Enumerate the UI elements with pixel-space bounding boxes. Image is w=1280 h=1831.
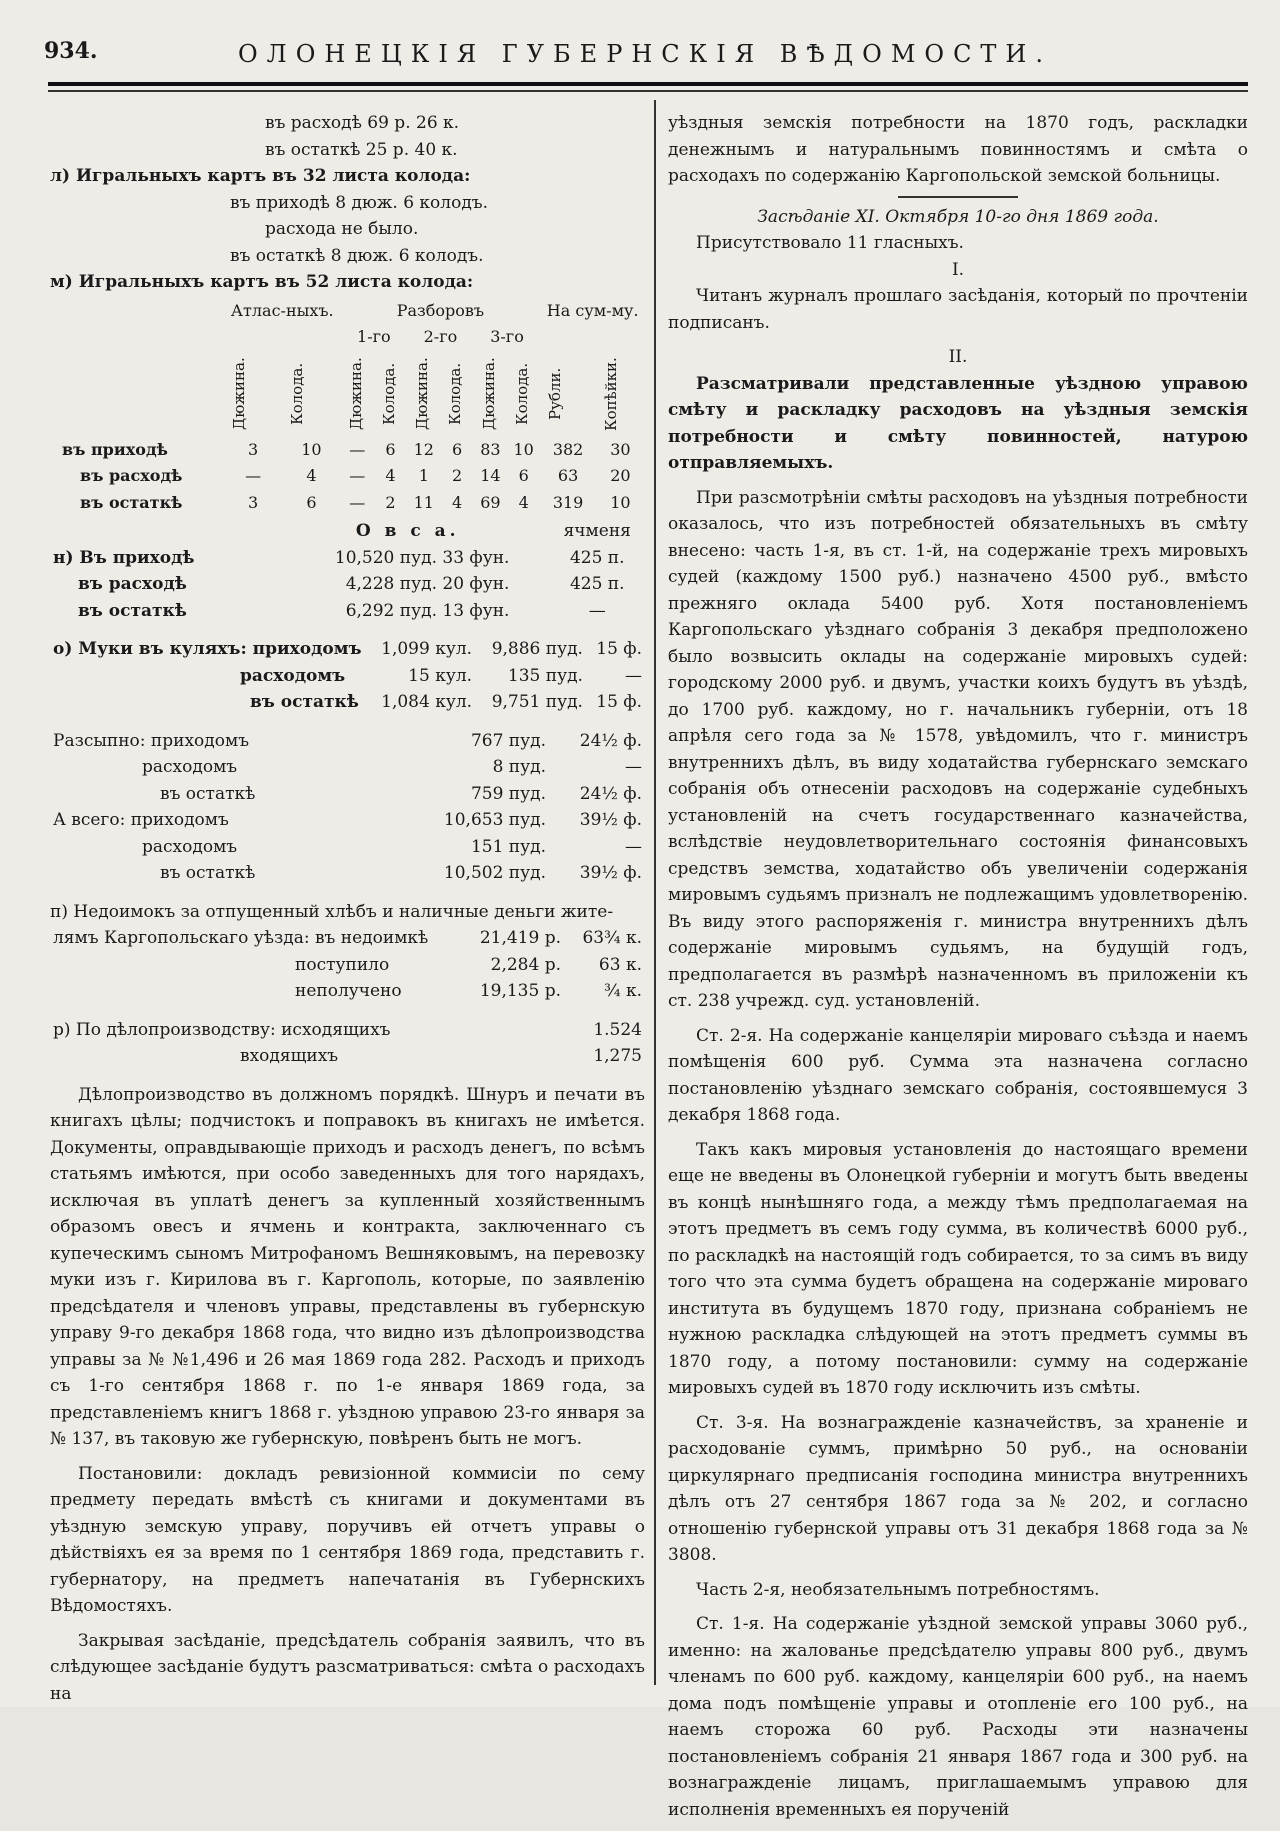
cell: 10,520 пуд. 33 фун. bbox=[334, 547, 510, 568]
cell: 63 к. bbox=[598, 954, 642, 975]
cell: — bbox=[625, 757, 642, 777]
cell: 20 bbox=[610, 466, 631, 485]
column-divider bbox=[654, 100, 656, 1685]
cell: 1,084 кул. bbox=[381, 692, 473, 712]
cell: — bbox=[349, 439, 366, 459]
cell: 1,275 bbox=[593, 1046, 642, 1066]
header-rule bbox=[48, 82, 1248, 86]
cell: 382 bbox=[552, 439, 584, 459]
cell: 8 пуд. bbox=[492, 757, 546, 777]
row-label: расходомъ bbox=[142, 836, 238, 857]
col-header: Дюжина. bbox=[479, 357, 498, 430]
cell: 425 п. bbox=[569, 574, 625, 594]
cell: 6 bbox=[306, 492, 317, 512]
cell: 759 пуд. bbox=[470, 783, 546, 804]
table-row bbox=[50, 807, 645, 834]
cell: 6,292 пуд. 13 фун. bbox=[345, 600, 510, 621]
row-label: расходомъ bbox=[240, 665, 346, 686]
cell: 83 bbox=[480, 439, 501, 459]
col-header: Дюжина. bbox=[413, 357, 432, 430]
cell: 10 bbox=[513, 439, 534, 459]
cell: 63 bbox=[557, 466, 579, 485]
session-heading: Засѣданіе XI. Октября 10-го дня 1869 года. bbox=[757, 206, 1159, 227]
row-label: въ остаткѣ bbox=[78, 600, 187, 621]
table-row bbox=[50, 689, 645, 716]
section-number: I. bbox=[951, 259, 965, 280]
col-header: Дюжина. bbox=[346, 357, 365, 430]
paragraph: Разсматривали представленные уѣздною управою смѣту и раскладку расходовъ на уѣздныя земскія потребности и смѣту повинностей, натурою отправляемыхъ. bbox=[668, 373, 1248, 473]
table-row bbox=[50, 1017, 645, 1044]
records-table bbox=[50, 1017, 645, 1070]
col-header: Дюжина. bbox=[230, 357, 248, 430]
cell: 15 кул. bbox=[408, 665, 473, 686]
row-label: А всего: приходомъ bbox=[53, 810, 229, 830]
paragraph: Часть 2-я, необязательнымъ потребностямъ. bbox=[696, 1579, 1100, 1600]
paragraph: Закрывая засѣданіе, предсѣдатель собранія заявилъ, что въ слѣдующее засѣданіе будутъ разсматриваться: смѣта о расходахъ на bbox=[50, 1630, 645, 1704]
cell: 1,099 кул. bbox=[381, 639, 473, 659]
table-row bbox=[50, 781, 645, 808]
row-label: лямъ Каргопольскаго уѣзда: въ недоимкѣ bbox=[53, 928, 429, 948]
cell: 2 bbox=[385, 492, 396, 512]
cell: 63¾ к. bbox=[582, 928, 642, 948]
table-row bbox=[50, 545, 645, 572]
cell: 6 bbox=[518, 466, 529, 485]
cell: 767 пуд. bbox=[470, 730, 546, 751]
paragraph: уѣздныя земскія потребности на 1870 годъ, раскладки денежнымъ и натуральнымъ повинностямъ и смѣта о расходахъ по содержанію Каргопольской земской больницы. bbox=[668, 113, 1248, 186]
cell: 3 bbox=[248, 492, 259, 512]
oats-table bbox=[50, 518, 645, 624]
cell: 19,135 р. bbox=[479, 981, 561, 1001]
cell: — bbox=[625, 665, 642, 686]
cell: 15 ф. bbox=[596, 639, 642, 659]
cell: 151 пуд. bbox=[470, 836, 546, 857]
table-row bbox=[50, 754, 645, 781]
row-label: поступило bbox=[295, 954, 390, 975]
col-group-header: На сум-му. bbox=[546, 300, 639, 320]
cell: 10,653 пуд. bbox=[443, 810, 546, 830]
row-label: въ остаткѣ bbox=[80, 492, 183, 512]
table-row bbox=[50, 437, 645, 464]
text-line: въ остаткѣ 25 р. 40 к. bbox=[265, 139, 458, 160]
row-label: въ расходѣ bbox=[78, 574, 187, 594]
text-line: расхода не было. bbox=[265, 219, 419, 239]
attendance-line: Присутствовало 11 гласныхъ. bbox=[696, 233, 964, 253]
flour-table bbox=[50, 636, 645, 716]
cell: 9,751 пуд. bbox=[491, 692, 583, 712]
cell: 39½ ф. bbox=[579, 810, 642, 830]
cell: 4 bbox=[518, 492, 529, 512]
section-number: II. bbox=[948, 347, 968, 367]
col-header: Колода. bbox=[288, 362, 307, 425]
table-row bbox=[50, 925, 645, 952]
cell: 319 bbox=[552, 492, 584, 512]
paragraph: Такъ какъ мировыя установленія до настоящаго времени еще не введены въ Олонецкой губерніи и могутъ быть введены въ концѣ нынѣшняго года, а между тѣмъ предполагаемая на этотъ предметъ въ семъ году сумма, въ количествѣ 6000 руб., по раскладкѣ на настоящій годъ собирается, то за симъ въ виду того что эта сумма будетъ обращена на содержаніе мироваго института въ будущемъ 1870 году, признана собраніемъ не нужною раскладка слѣдующей на этотъ предметъ суммы въ 1870 году, а потому постановили: сумму на содержаніе мировыхъ судей въ 1870 году исключить изъ смѣты. bbox=[668, 1139, 1248, 1398]
row-label: въ остаткѣ bbox=[160, 783, 256, 804]
cell: 11 bbox=[413, 492, 434, 512]
cell: — bbox=[349, 466, 366, 485]
cell: 6 bbox=[451, 439, 463, 459]
table-row bbox=[50, 834, 645, 861]
table-row bbox=[50, 978, 645, 1005]
table-row bbox=[50, 636, 645, 663]
cell: 135 пуд. bbox=[507, 665, 583, 686]
cell: 2,284 р. bbox=[490, 954, 561, 975]
col-sub-header: 1-го bbox=[357, 327, 391, 346]
row-label: р) По дѣлопроизводству: исходящихъ bbox=[53, 1019, 391, 1040]
cell: — bbox=[349, 492, 366, 512]
cell: 10 bbox=[610, 492, 631, 512]
row-label: н) Въ приходѣ bbox=[53, 547, 195, 568]
table-row bbox=[50, 598, 645, 625]
row-label: въ расходѣ bbox=[80, 466, 183, 485]
table-row bbox=[50, 860, 645, 887]
separator bbox=[898, 196, 1018, 198]
cell: 24½ ф. bbox=[579, 783, 642, 804]
col-header: Колода. bbox=[446, 362, 465, 425]
row-label: о) Муки въ куляхъ: приходомъ bbox=[53, 639, 362, 659]
arrears-table bbox=[50, 925, 645, 1005]
paragraph: Ст. 2-я. На содержаніе канцеляріи мироваго съѣзда и наемъ помѣщенія 600 руб. Сумма эта назначена согласно постановленію уѣзднаго земскаго собранія, состоявшемуся 3 декабря 1868 года. bbox=[668, 1025, 1248, 1125]
col-sub-header: 3-го bbox=[490, 327, 524, 346]
right-column bbox=[668, 110, 1248, 1831]
section-title: л) Игральныхъ картъ въ 32 листа колода: bbox=[50, 166, 471, 186]
table-row bbox=[50, 571, 645, 598]
row-label: расходомъ bbox=[142, 757, 238, 777]
row-label: въ остаткѣ bbox=[250, 692, 359, 712]
cell: 1 bbox=[418, 466, 429, 485]
col-sub-header: 2-го bbox=[423, 327, 458, 346]
cell: 10 bbox=[301, 439, 322, 459]
left-column bbox=[50, 110, 645, 1715]
cell: 425 п. bbox=[569, 547, 625, 568]
paragraph: Ст. 1-я. На содержаніе уѣздной земской управы 3060 руб., именно: на жалованье предсѣдателю управы 800 руб., двумъ членамъ по 600 руб. каждому, канцеляріи 600 руб., на наемъ дома подъ помѣщеніе управы и отопленіе его 100 руб., на наемъ сторожа 60 руб. Расходы эти назначены постановленіемъ собранія 21 января 1867 года и 300 руб. на вознагражденіе лицамъ, приглашаемымъ управою для исполненія временныхъ ея порученій bbox=[668, 1614, 1248, 1820]
cell: 69 bbox=[480, 492, 501, 512]
col-header: О в с а. bbox=[355, 521, 460, 541]
cell: 30 bbox=[610, 439, 631, 459]
cell: 21,419 р. bbox=[479, 928, 561, 948]
cell: 4,228 пуд. 20 фун. bbox=[345, 574, 510, 594]
row-label: въ остаткѣ bbox=[160, 863, 256, 883]
cell: 4 bbox=[385, 466, 396, 485]
header-rule-thin bbox=[48, 90, 1248, 92]
paragraph: Дѣлопроизводство въ должномъ порядкѣ. Шнуръ и печати въ книгахъ цѣлы; подчистокъ и поправокъ въ книгахъ не имѣется. Документы, оправдывающіе приходъ и расходъ денегъ, по всѣмъ статьямъ имѣются, при особо заведенныхъ для того нарядахъ, исключая въ уплатѣ денегъ за купленный хозяйственнымъ образомъ овесъ и ячмень и контракта, заключеннаго съ купеческимъ сыномъ Митрофаномъ Вешняковымъ, на перевозку муки изъ г. Кирилова въ г. Каргополь, которые, по заявленію предсѣдателя и членовъ управы, представлены въ губернскую управу 9-го декабря 1868 года, что видно изъ дѣлопроизводства управы за № №1,496 и 26 мая 1869 года 282. Расходъ и приходъ съ 1-го сентября 1868 г. по 1-е января 1869 года, за представленіемъ книгъ 1868 г. уѣздною управою 23-го января за № 137, въ таковую же губернскую, повѣренъ быть не могъ. bbox=[50, 1084, 645, 1449]
cell: 24½ ф. bbox=[579, 730, 642, 751]
row-label: въ приходѣ bbox=[62, 439, 168, 459]
cell: 6 bbox=[385, 439, 396, 459]
cell: 39½ ф. bbox=[579, 863, 642, 883]
table-row bbox=[50, 490, 645, 517]
col-group-header: Разборовъ bbox=[396, 300, 485, 320]
table-row bbox=[50, 663, 645, 690]
cell: 2 bbox=[451, 466, 463, 485]
cell: 12 bbox=[413, 439, 434, 459]
col-header: ячменя bbox=[563, 521, 631, 541]
section-title: п) Недоимокъ за отпущенный хлѣбъ и наличные деньги жите- bbox=[50, 901, 614, 922]
row-label: неполучено bbox=[295, 981, 402, 1001]
row-label: входящихъ bbox=[240, 1046, 339, 1066]
col-header: Колода. bbox=[379, 362, 398, 425]
cell: — bbox=[588, 600, 606, 621]
bulk-table bbox=[50, 728, 645, 887]
page-number: 934. bbox=[44, 38, 98, 64]
text-line: въ расходѣ 69 р. 26 к. bbox=[265, 113, 460, 133]
cell: 14 bbox=[480, 466, 501, 485]
table-row bbox=[50, 728, 645, 755]
text-line: въ приходѣ 8 дюж. 6 колодъ. bbox=[230, 192, 489, 213]
cell: 4 bbox=[306, 466, 317, 485]
col-header: Копѣйки. bbox=[601, 356, 620, 431]
row-label: Разсыпно: приходомъ bbox=[53, 730, 250, 751]
cell: 10,502 пуд. bbox=[443, 863, 546, 883]
col-group-header: Атлас-ныхъ. bbox=[230, 300, 334, 320]
paragraph: Ст. 3-я. На вознагражденіе казначействъ, за храненіе и расходованіе суммъ, примѣрно 50 руб., на основаніи циркулярнаго предписанія господина министра внутреннихъ дѣлъ отъ 27 сентября 1867 года за № 202, и согласно отношенію губернской управы отъ 31 декабря 1868 года за № 3808. bbox=[668, 1412, 1248, 1565]
masthead-title: ОЛОНЕЦКІЯ ГУБЕРНСКІЯ ВѢДОМОСТИ. bbox=[237, 40, 1052, 68]
cell: ¾ к. bbox=[604, 981, 642, 1001]
section-title: м) Игральныхъ картъ въ 52 листа колода: bbox=[50, 272, 474, 292]
col-header: Рубли. bbox=[546, 367, 565, 420]
text-line: въ остаткѣ 8 дюж. 6 колодъ. bbox=[230, 245, 484, 266]
paragraph: Читанъ журналъ прошлаго засѣданія, который по прочтеніи подписанъ. bbox=[668, 286, 1248, 333]
cell: 3 bbox=[248, 439, 259, 459]
col-header: Колода. bbox=[513, 362, 532, 425]
paragraph: При разсмотрѣніи смѣты расходовъ на уѣздныя потребности оказалось, что изъ потребностей обязательныхъ въ смѣту внесено: часть 1-я, въ ст. 1-й, на содержаніе трехъ мировыхъ судей (каждому 1500 руб.) назначено 4500 руб., вмѣсто прежняго оклада 5400 руб. Хотя постановленіемъ Каргопольскаго уѣзднаго собранія 3 декабря предположено было возвысить оклады на содержаніе мировыхъ судей: городскому 2000 руб. и двумъ, участки коихъ будутъ въ уѣздѣ, до 1700 руб. каждому, но г. начальникъ губерніи, отъ 18 апрѣля сего года за № 1578, увѣдомилъ, что г. министръ внутреннихъ дѣлъ, въ виду ходатайства губернскаго земскаго собранія объ отнесеніи расходовъ на содержаніе судебныхъ установленій на счетъ государственнаго казначейства, вслѣдствіе неудовлетворительнаго состоянія финансовыхъ средствъ земства, ходатайство объ увеличеніи содержанія мировымъ судьямъ призналъ не подлежащимъ удовлетворенію. Въ виду этого распоряженія г. министра внутреннихъ дѣлъ содержаніе мировымъ судьямъ, на будущій годъ, предполагается въ размѣрѣ назначенномъ въ приложеніи къ ст. 238 учрежд. суд. установленій. bbox=[668, 487, 1248, 1011]
cell: — bbox=[245, 466, 262, 485]
table-row bbox=[50, 463, 645, 490]
cell: 1.524 bbox=[593, 1019, 642, 1040]
table-row bbox=[50, 952, 645, 979]
cell: 4 bbox=[451, 492, 463, 512]
cell: 15 ф. bbox=[596, 692, 642, 712]
cards-table bbox=[50, 298, 645, 517]
paragraph: Постановили: докладъ ревизіонной коммисіи по сему предмету передать вмѣстѣ съ книгами и документами въ уѣздную земскую управу, поручивъ ей отчетъ управы о дѣйствіяхъ ея за время по 1 сентября 1869 года, представить г. губернатору, на предметъ напечатанія въ Губернскихъ Вѣдомостяхъ. bbox=[50, 1463, 645, 1616]
cell: 9,886 пуд. bbox=[491, 639, 583, 659]
page-header bbox=[40, 30, 1250, 70]
cell: — bbox=[625, 836, 642, 857]
table-row bbox=[50, 1043, 645, 1070]
